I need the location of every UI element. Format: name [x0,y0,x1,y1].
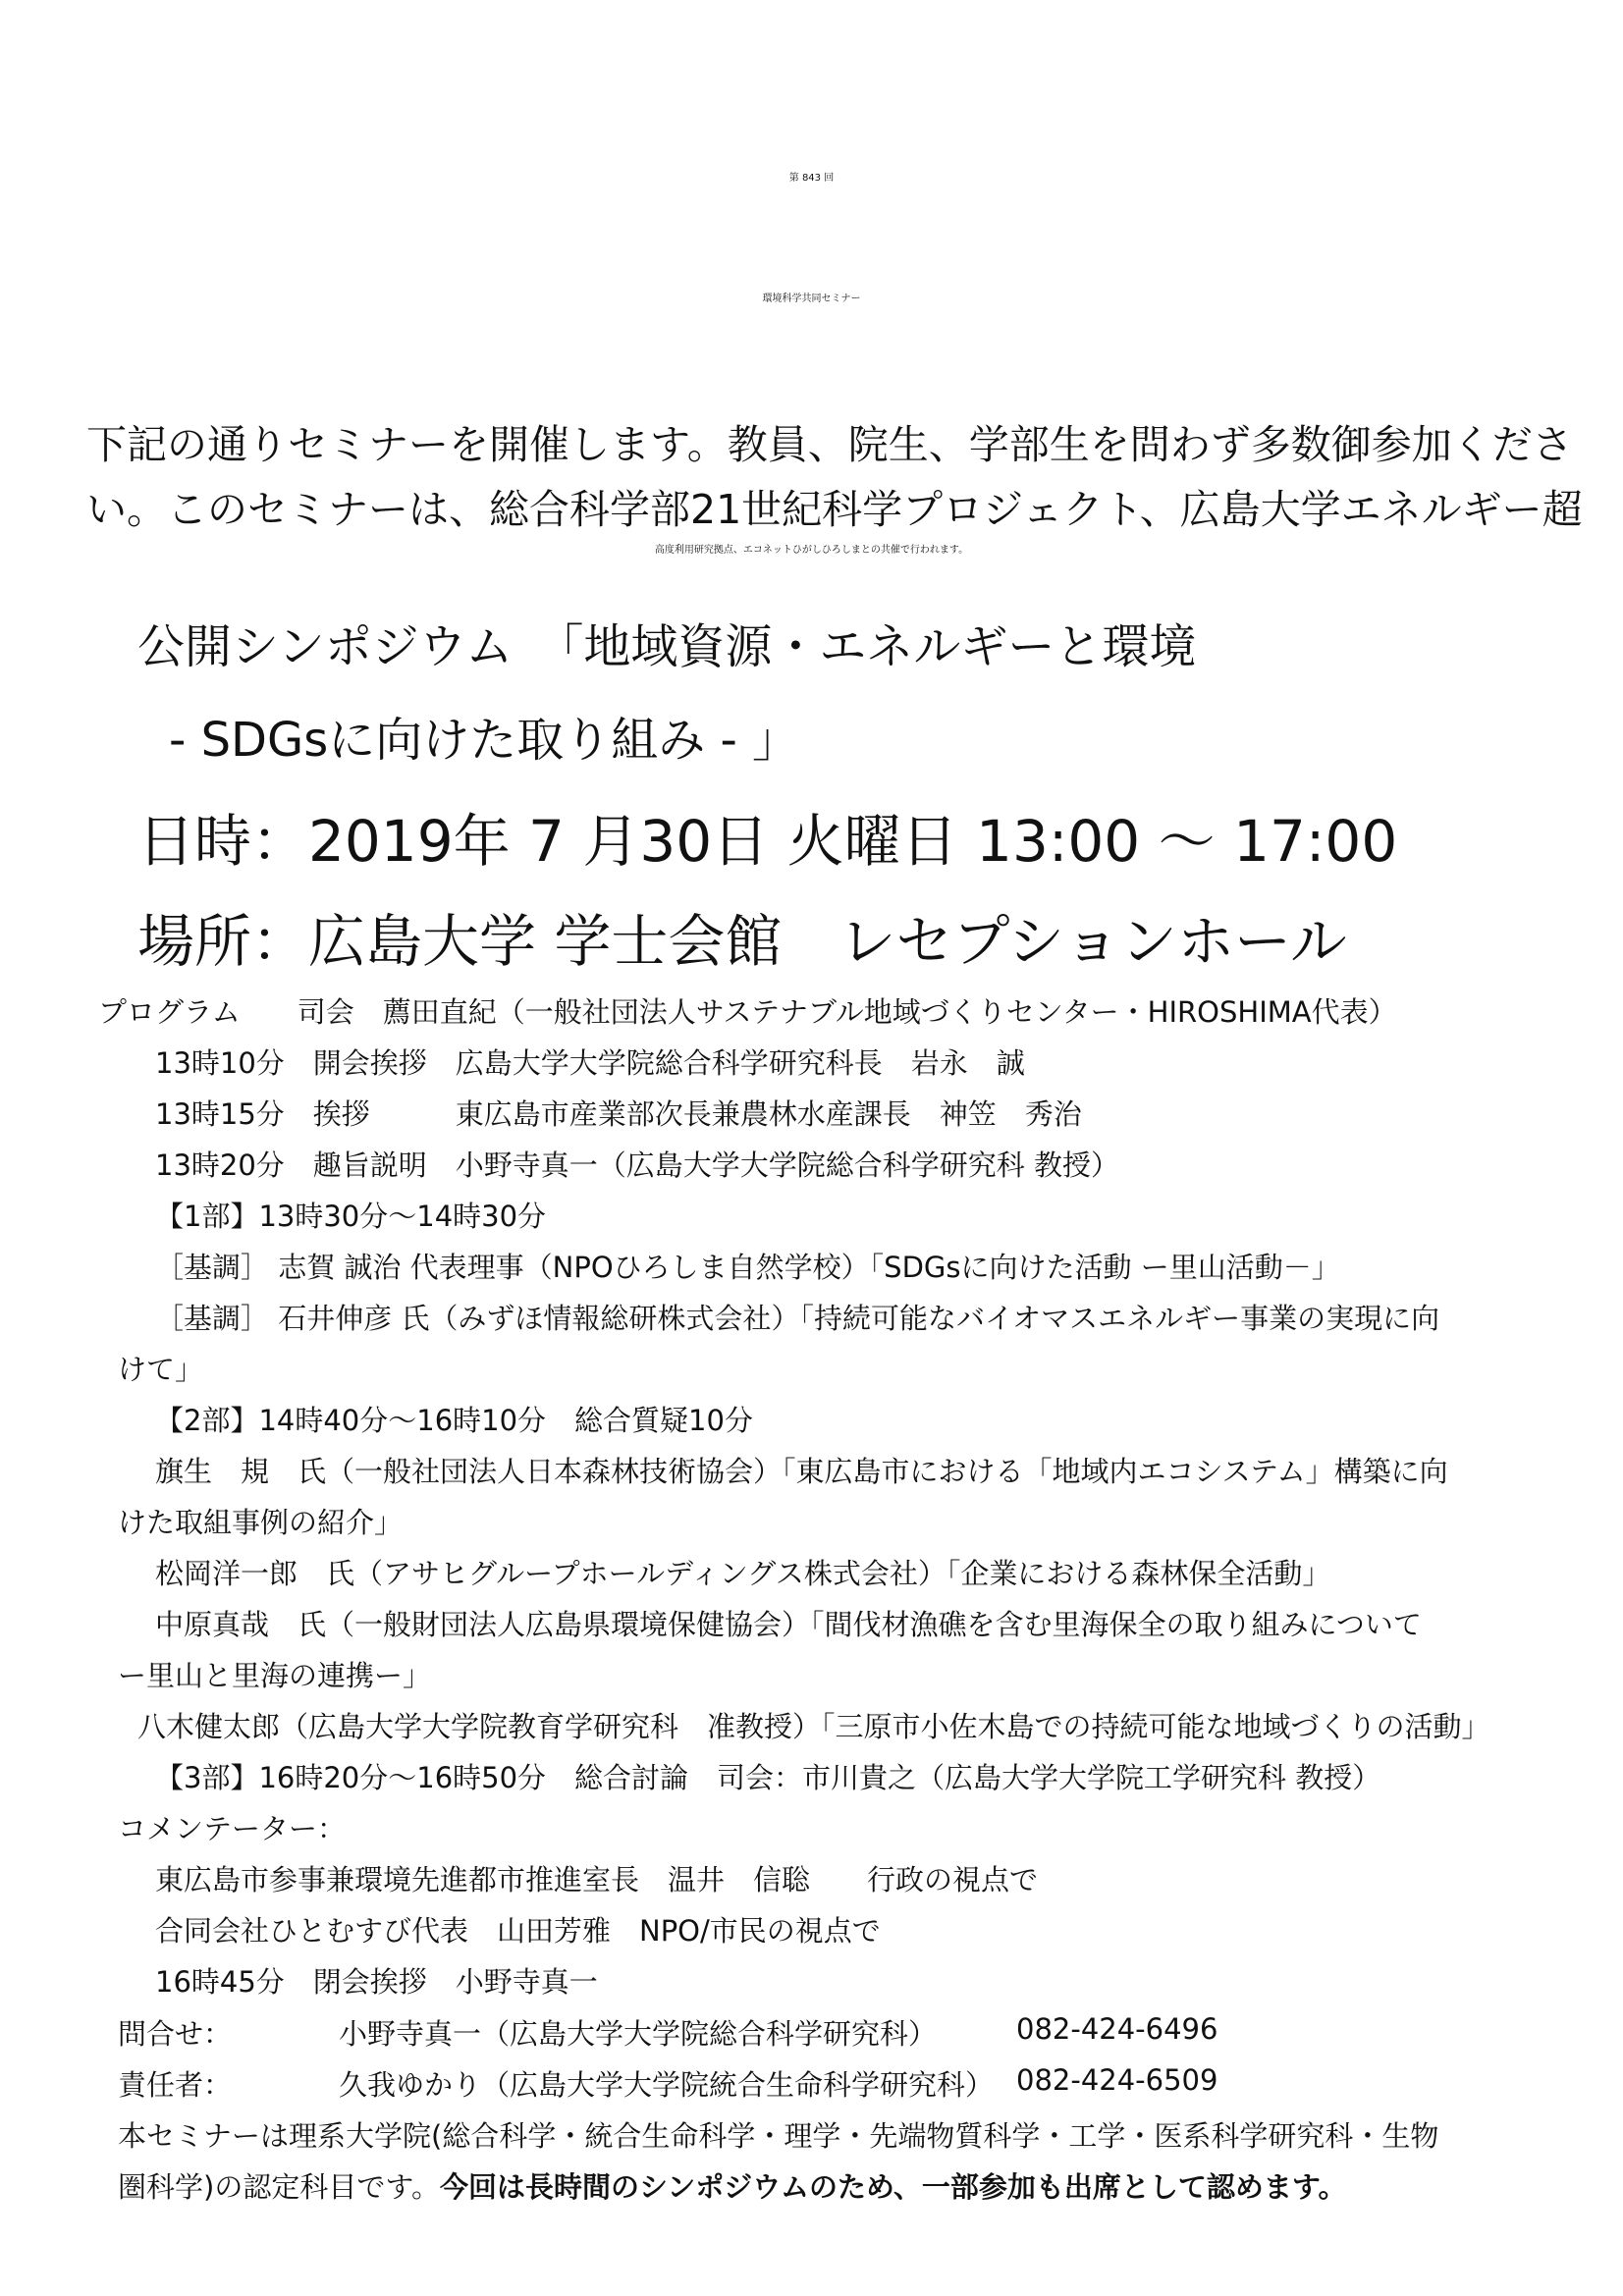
program-keynote: ［基調］ 石井伸彦 氏（みずほ情報総研株式会社）「持続可能なバイオマスエネルギー事業の実現に向 [155,1302,1440,1335]
inquiry-person: 小野寺真一（広島大学大学院総合科学研究科） [339,2017,938,2051]
program-talk: 松岡洋一郎 氏（アサヒグループホールディングス株式会社）「企業における森林保全活動」 [155,1557,1331,1590]
program-talk: 中原真哉 氏（一般財団法人広島県環境保健協会）「間伐材漁礁を含む里海保全の取り組みについて [155,1608,1422,1641]
responsible-person: 久我ゆかり（広島大学大学院統合生命科学研究科） [339,2068,995,2102]
seminar-title: 環境科学共同セミナー [762,294,861,304]
intro-line-2: い。このセミナーは、総合科学部21世紀科学プロジェクト、広島大学エネルギー超 [86,486,1583,533]
commentator: 東広島市参事兼環境先進都市推進室長 温井 信聡 行政の視点で [155,1863,1039,1896]
program-talk-cont: ー里山と里海の連携ー」 [118,1659,432,1692]
program-talk: 旗生 規 氏（一般社団法人日本森林技術協会）「東広島市における「地域内エコシステム」構築に向 [155,1455,1448,1488]
program-chair: プログラム 司会 薦田直紀（一般社団法人サステナブル地域づくりセンター・HIROSHIMA代表） [98,995,1397,1029]
footer-line-1: 本セミナーは理系大学院(総合科学・統合生命科学・理学・先端物質科学・工学・医系科学研究科・生物 [118,2119,1439,2153]
program-talk: 八木健太郎（広島大学大学院教育学研究科 准教授）「三原市小佐木島での持続可能な地域づくりの活動」 [137,1710,1490,1743]
program-item: 13時15分 挨拶 東広島市産業部次長兼農林水産課長 神笠 秀治 [155,1097,1082,1131]
footer-note: 圏科学)の認定科目です。 [118,2170,440,2204]
commentator: 合同会社ひとむすび代表 山田芳雅 NPO/市民の視点で [155,1914,881,1948]
seminar-number: 第 843 回 [788,173,835,184]
event-datetime: 日時：2019年 7 月30日 火曜日 13:00 ～ 17:00 [137,808,1398,875]
program-item: 13時10分 開会挨拶 広島大学大学院総合科学研究科長 岩永 誠 [155,1046,1025,1080]
intro-line-1: 下記の通りセミナーを開催します。教員、院生、学部生を問わず多数御参加くださ [86,421,1573,468]
program-keynote: ［基調］ 志賀 誠治 代表理事（NPOひろしま自然学校）「SDGsに向けた活動 ー里山活動－」 [155,1251,1340,1284]
program-item: 13時20分 趣旨説明 小野寺真一（広島大学大学院総合科学研究科 教授） [155,1148,1120,1182]
program-closing: 16時45分 閉会挨拶 小野寺真一 [155,1965,598,1999]
program-keynote-cont: けて」 [118,1353,204,1386]
responsible-phone: 082-424-6509 [1016,2063,1218,2097]
program-part-3: 【3部】16時20分～16時50分 総合討論 司会：市川貴之（広島大学大学院工学研究科 教授） [155,1761,1381,1794]
commentators-label: コメンテーター： [118,1812,347,1845]
symposium-subtitle: - SDGsに向けた取り組み - 」 [169,713,800,768]
inquiry-label: 問合せ： [118,2017,233,2051]
symposium-title: 公開シンポジウム 「地域資源・エネルギーと環境 [137,619,1197,674]
responsible-label: 責任者： [118,2068,233,2102]
footer-line-2 [118,2165,1347,2206]
program-part-2: 【2部】14時40分～16時10分 総合質疑10分 [155,1404,753,1437]
footer-emphasis: 今回は長時間のシンポジウムのため、一部参加も出席として認めます。 [440,2170,1347,2204]
inquiry-phone: 082-424-6496 [1016,2012,1218,2046]
program-part-1: 【1部】13時30分～14時30分 [155,1200,547,1233]
intro-line-3: 高度利用研究拠点、エコネットひがしひろしまとの共催で行われます。 [654,545,969,556]
program-talk-cont: けた取組事例の紹介」 [118,1506,404,1539]
event-venue: 場所：広島大学 学士会館 レセプションホール [137,908,1347,975]
